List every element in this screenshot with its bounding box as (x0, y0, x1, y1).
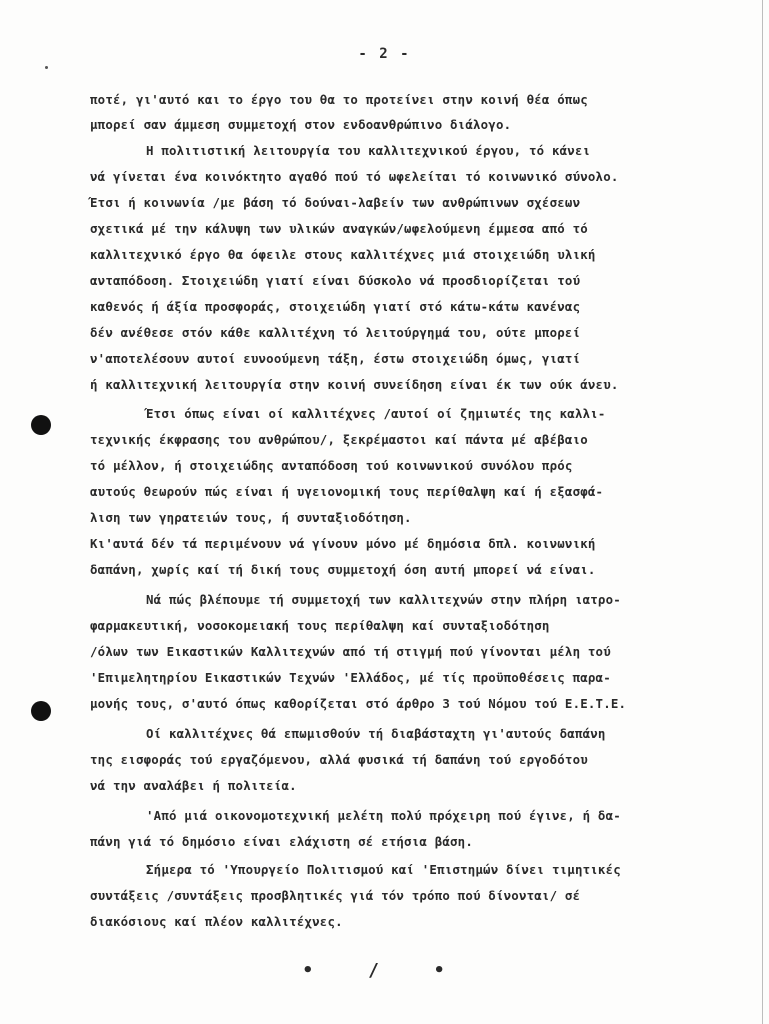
text-line: Νά πώς βλέπουμε τή συμμετοχή των καλλιτεχνών στην πλήρη ιατρο- (146, 592, 621, 607)
text-line: συντάξεις /συντάξεις προσβλητικές γιά τόν τρόπο πού δίνονται/ σέ (90, 888, 581, 903)
text-line: ποτέ, γι'αυτό και το έργο του θα το προτείνει στην κοινή θέα όπως (90, 92, 588, 107)
text-line: ή καλλιτεχνική λειτουργία στην κοινή συνείδηση είναι έκ των ούκ άνευ. (90, 377, 619, 392)
text-line: της εισφοράς τού εργαζόμενου, αλλά φυσικά τή δαπάνη τού εργοδότου (90, 752, 588, 767)
text-line: λιση των γηρατειών τους, ή συνταξιοδότηση. (90, 510, 412, 525)
text-line: καλλιτεχνικό έργο θα όφειλε στους καλλιτέχνες μιά στοιχειώδη υλική (90, 247, 596, 262)
text-line: δέν ανέθεσε στόν κάθε καλλιτέχνη τό λειτούργημά του, ούτε μπορεί (90, 325, 581, 340)
text-line: σχετικά μέ την κάλυψη των υλικών αναγκών/ωφελούμενη έμμεσα από τό (90, 221, 588, 236)
text-line: νά την αναλάβει ή πολιτεία. (90, 778, 297, 793)
text-line: Κι'αυτά δέν τά περιμένουν νά γίνουν μόνο μέ δημόσια δπλ. κοινωνική (90, 536, 596, 551)
punch-hole-bottom (31, 701, 51, 721)
punch-hole-top (31, 415, 51, 435)
text-line: ανταπόδοση. Στοιχειώδη γιατί είναι δύσκολο νά προσδιορίζεται τού (90, 273, 581, 288)
text-line: 'Επιμελητηρίου Εικαστικών Τεχνών 'Ελλάδος, μέ τίς προϋποθέσεις παρα- (90, 670, 611, 685)
text-line: μονής τους, σ'αυτό όπως καθορίζεται στό άρθρο 3 τού Νόμου τού Ε.Ε.Τ.Ε. (90, 696, 627, 711)
text-line: αυτούς θεωρούν πώς είναι ή υγειονομική τους περίθαλψη καί ή εξασφά- (90, 484, 604, 499)
text-line: /όλων των Εικαστικών Καλλιτεχνών από τή στιγμή πού γίνονται μέλη τού (90, 644, 611, 659)
text-line: τό μέλλον, ή στοιχειώδης ανταπόδοση τού κοινωνικού συνόλου πρός (90, 458, 573, 473)
text-line: Έτσι ή κοινωνία /με βάση τό δούναι-λαβείν των ανθρώπινων σχέσεων (90, 195, 581, 210)
text-line: ν'αποτελέσουν αυτοί ευνοούμενη τάξη, έστω στοιχειώδη όμως, γιατί (90, 351, 581, 366)
text-line: δαπάνη, χωρίς καί τή δική τους συμμετοχή όση αυτή μπορεί νά είναι. (90, 562, 596, 577)
text-line: φαρμακευτική, νοσοκομειακή τους περίθαλψη καί συνταξιοδότηση (90, 618, 550, 633)
text-line: Έτσι όπως είναι οί καλλιτέχνες /αυτοί οί ζημιωτές της καλλι- (146, 406, 606, 421)
text-line: καθενός ή άξία προσφοράς, στοιχειώδη γιατί στό κάτω-κάτω κανένας (90, 299, 581, 314)
page-edge (762, 0, 763, 1024)
paper-speck (45, 66, 48, 69)
text-line: τεχνικής έκφρασης του ανθρώπου/, ξεκρέμαστοι καί πάντα μέ αβέβαιο (90, 432, 588, 447)
text-line: Σήμερα τό 'Υπουργείο Πολιτισμού καί 'Επιστημών δίνει τιμητικές (146, 862, 621, 877)
text-line: 'Από μιά οικονομοτεχνική μελέτη πολύ πρόχειρη πού έγινε, ή δα- (146, 808, 621, 823)
text-line: νά γίνεται ένα κοινόκτητο αγαθό πού τό ωφελείται τό κοινωνικό σύνολο. (90, 169, 619, 184)
page-number: - 2 - (358, 46, 411, 62)
text-line: πάνη γιά τό δημόσιο είναι ελάχιστη σέ ετήσια βάση. (90, 834, 473, 849)
footer-mark: • / • (302, 960, 467, 981)
text-line: μπορεί σαν άμμεση συμμετοχή στον ενδοανθρώπινο διάλογο. (90, 117, 512, 132)
text-line: Η πολιτιστική λειτουργία του καλλιτεχνικού έργου, τό κάνει (146, 143, 591, 158)
text-line: Οί καλλιτέχνες θά επωμισθούν τή διαβάσταχτη γι'αυτούς δαπάνη (146, 726, 606, 741)
text-line: διακόσιους καί πλέον καλλιτέχνες. (90, 914, 343, 929)
